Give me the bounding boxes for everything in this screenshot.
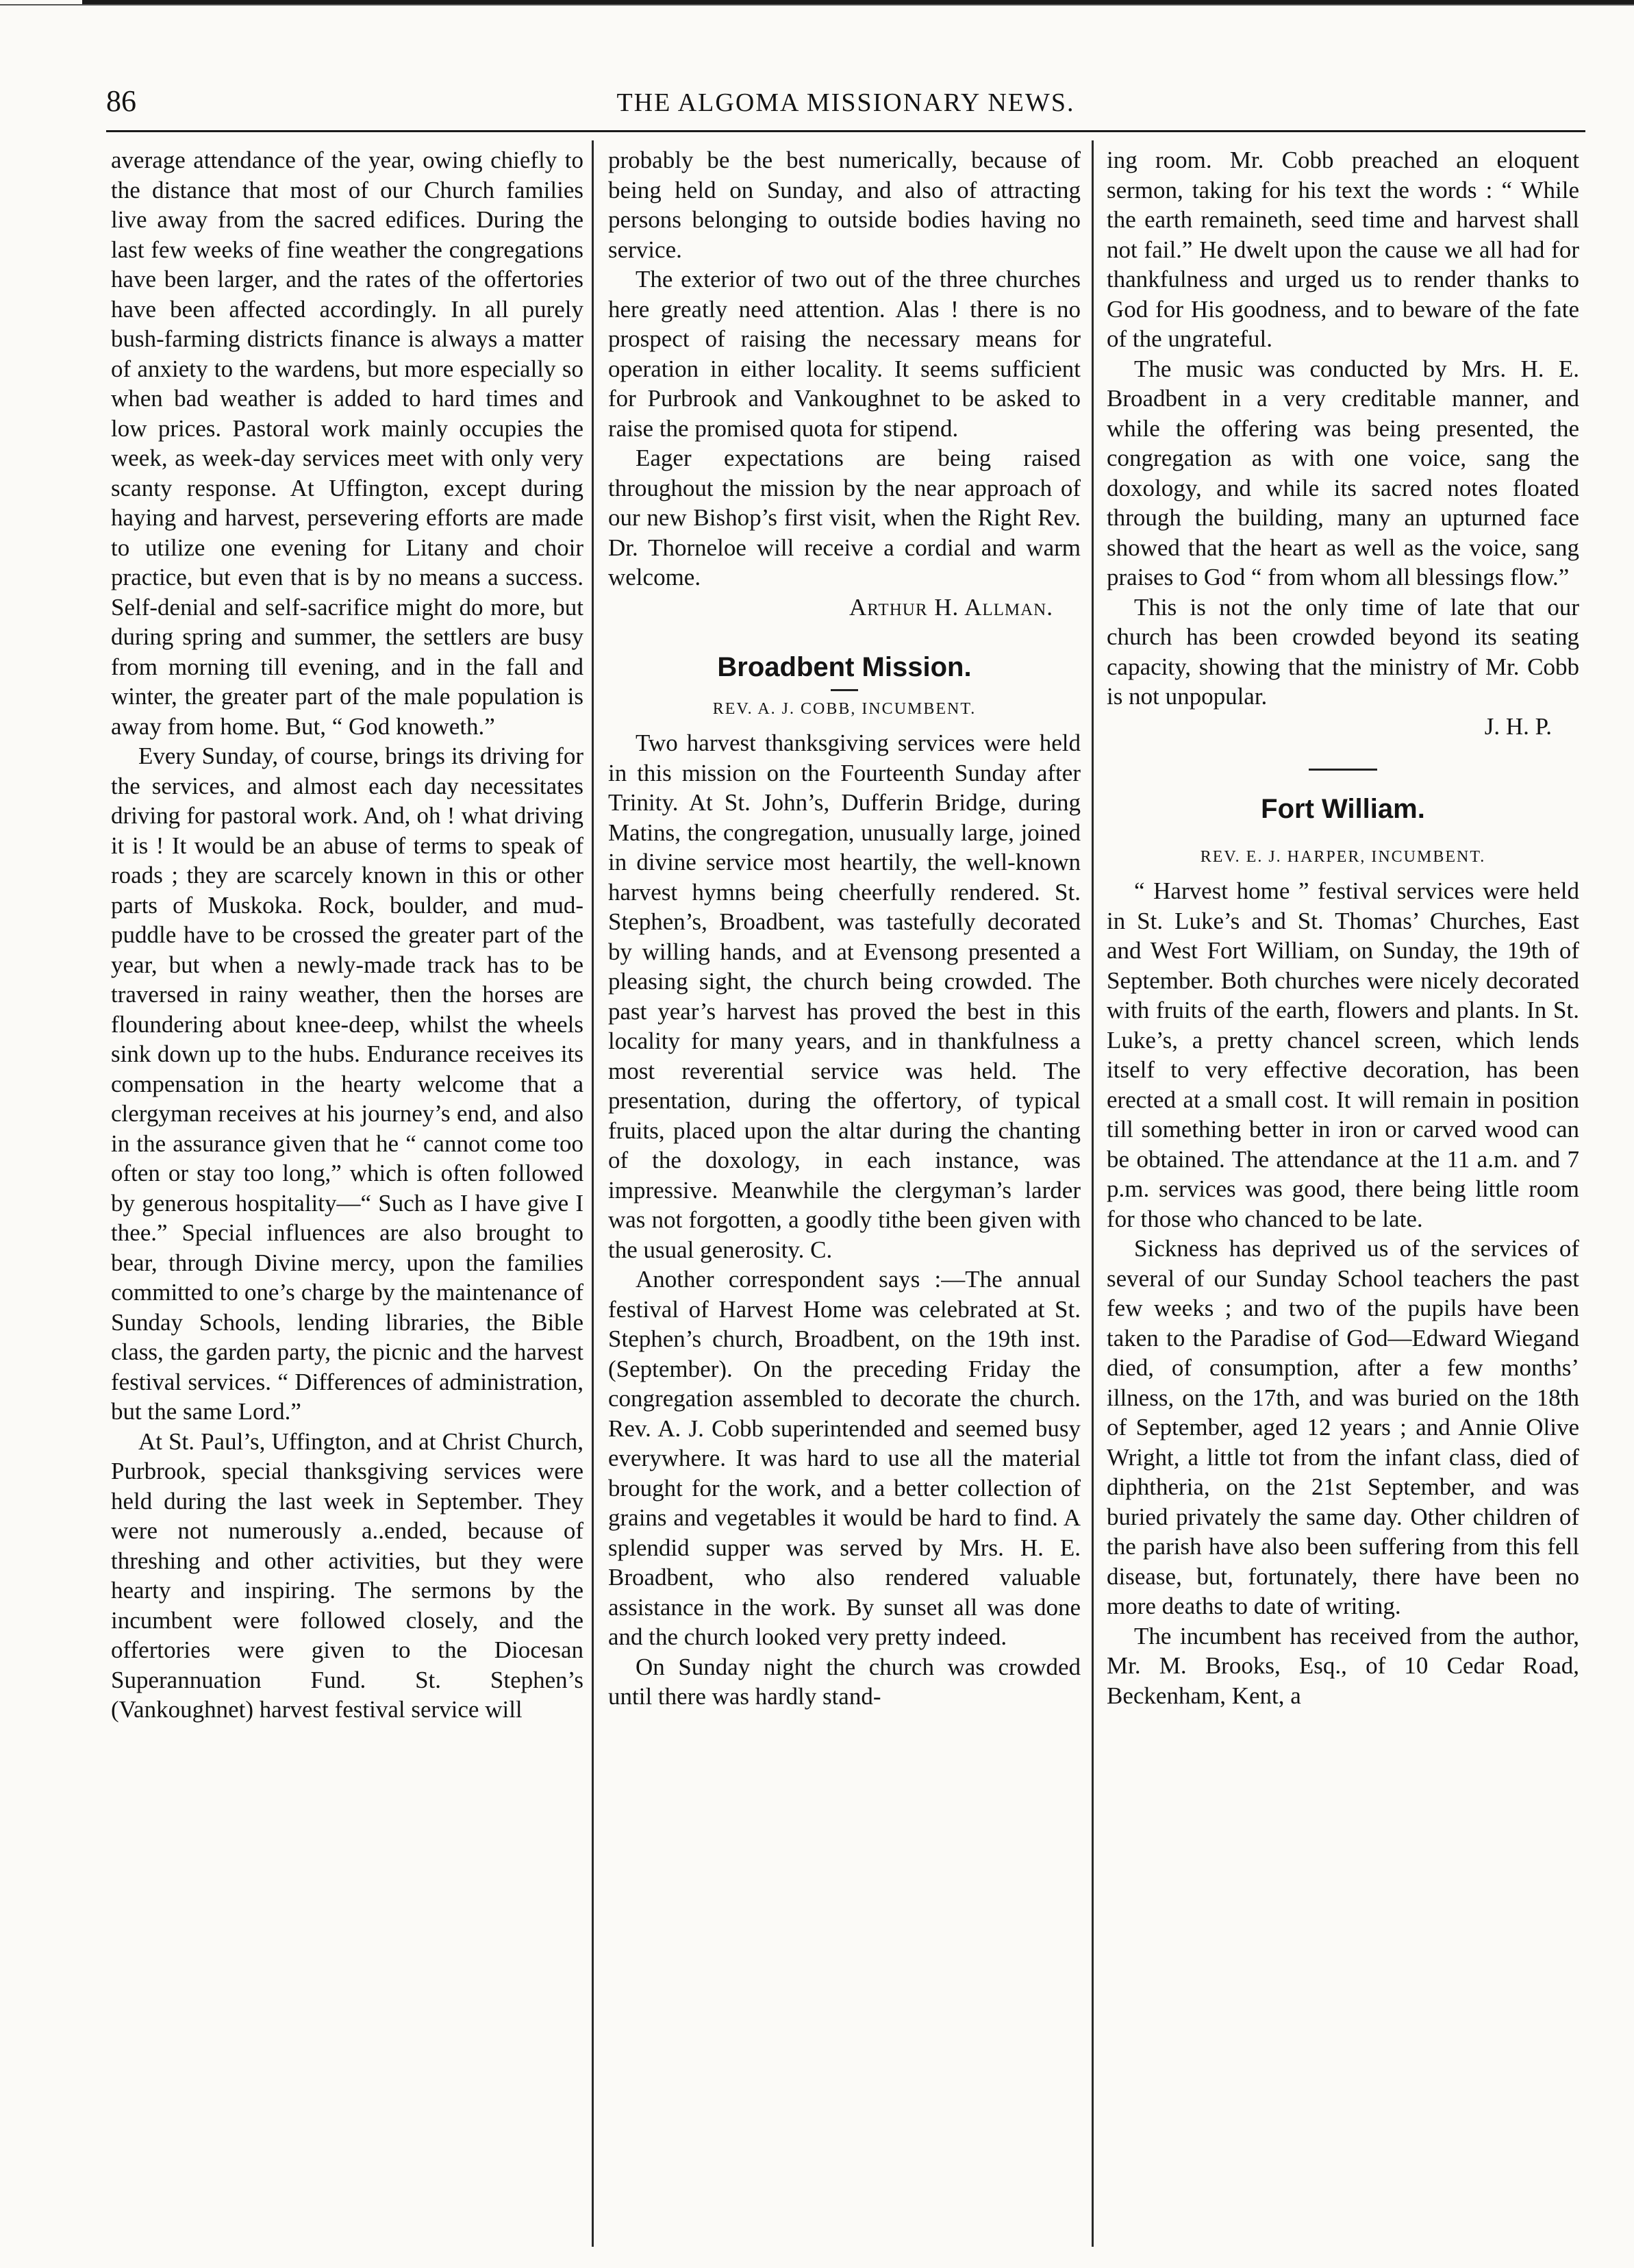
paragraph: average attendance of the year, owing chiefly to the distance that most of our Church families live away from the sacred edifices. During the last few weeks of fine weather the congregations have been larger, and the rates of the offertories have been affected accordingly. In all purely bush-farming districts finance is always a matter of anxiety to the wardens, but more especially so when bad weather is added to hard times and low prices. Pastoral work mainly occupies the week, as week-day services meet with only very scanty response. At Uffington, except during haying and harvest, persevering efforts are made to utilize one evening for Litany and choir practice, but even that is by no means a success. Self-denial and self-sacrifice might do more, but during spring and summer, the settlers are busy from morning till evening, and in the fall and winter, the greater part of the male population is away from home. But, “ God knoweth.” [111,147,583,740]
page-header [106,81,1585,129]
paragraph: The incumbent has received from the author, Mr. M. Brooks, Esq., of 10 Cedar Road, Beckenham, Kent, a [1107,1622,1579,1709]
column-divider-2 [1092,140,1094,2247]
section-divider-rule [1309,769,1377,771]
column-divider-1 [592,140,594,2247]
paragraph: On Sunday night the church was crowded until there was hardly stand- [608,1653,1081,1710]
incumbent-line: REV. E. J. HARPER, INCUMBENT. [1200,848,1486,866]
paragraph: The exterior of two out of the three churches here greatly need attention. Alas ! there is no prospect of raising the necessary means for operation in either locality. It seems sufficient for Purbrook and Vankoughnet to be asked to raise the promised quota for stipend. [608,266,1081,442]
author-signature: Arthur H. Allman. [849,593,1053,621]
running-title: THE ALGOMA MISSIONARY NEWS. [616,88,1075,117]
heading-rule [831,689,858,691]
header-rule [106,130,1585,132]
section-heading-broadbent: Broadbent Mission. [717,652,972,682]
paragraph: Sickness has deprived us of the services of several of our Sunday School teachers the past few weeks ; and two of the pupils have been taken to the Paradise of God—Edward Wiegand died, of consumption, after a few months’ illness, on the 17th, and was buried on the 18th of September, aged 12 years ; and Annie Olive Wright, a little tot from the infant class, died of diphtheria, on the 21st September, and was buried privately the same day. Other children of the parish have also been suffering from this fell disease, but, fortunately, there have been no more deaths to date of writing. [1107,1235,1579,1619]
incumbent-line: REV. A. J. COBB, INCUMBENT. [712,700,977,718]
section-heading-fort-william: Fort William. [1261,794,1425,824]
page-number: 86 [106,84,136,118]
paragraph: Two harvest thanksgiving services were held in this mission on the Fourteenth Sunday after Trinity. At St. John’s, Dufferin Bridge, during Matins, the congregation, unusually large, joined in divine service most heartily, the well-known harvest hymns being cheerfully rendered. St. Stephen’s, Broadbent, was tastefully decorated by willing hands, and at Evensong presented a pleasing sight, the church being crowded. The past year’s harvest has proved the best in this locality for many years, and in thankfulness a most reverential service was held. The presentation, during the offertory, of typical fruits, placed upon the altar during the chanting of the doxology, in each instance, was impressive. Meanwhile the clergyman’s larder was not forgotten, a goodly tithe been given with the usual generosity. C. [608,730,1081,1263]
paragraph: Every Sunday, of course, brings its driving for the services, and almost each day necessitates driving for pastoral work. And, oh ! what driving it is ! It would be an abuse of terms to speak of roads ; they are scarcely known in this or other parts of Muskoka. Rock, boulder, and mud-puddle have to be crossed the greater part of the year, but when a newly-made track has to be traversed in rainy weather, then the horses are floundering about knee-deep, whilst the wheels sink down up to the hubs. Endurance receives its compensation in the hearty welcome that a clergyman receives at his journey’s end, and also in the assurance given that he “ cannot come too often or stay too long,” which is often followed by generous hospitality—“ Such as I have give I thee.” Special influences are also brought to bear, through Divine mercy, upon the families committed to one’s charge by the maintenance of Sunday Schools, lending libraries, the Bible class, the garden party, the picnic and the harvest festival services. “ Differences of administration, but the same Lord.” [111,743,583,1425]
paragraph: “ Harvest home ” festival services were held in St. Luke’s and St. Thomas’ Churches, East and West Fort William, on Sunday, the 19th of September. Both churches were nicely decorated with fruits of the earth, flowers and plants. In St. Luke’s, a pretty chancel screen, which lends itself to very effective decoration, has been erected at a small cost. It will remain in position till something better in iron or carved wood can be obtained. The attendance at the 11 a.m. and 7 p.m. services was good, there being little room for those who chanced to be late. [1107,877,1579,1232]
paragraph: Another correspondent says :—The annual festival of Harvest Home was celebrated at St. Stephen’s church, Broadbent, on the 19th inst. (September). On the preceding Friday the congregation assembled to decorate the church. Rev. A. J. Cobb superintended and seemed busy everywhere. It was hard to use all the material brought for the work, and a better collection of grains and vegetables it would be hard to find. A splendid supper was served by Mrs. H. E. Broadbent, who also rendered valuable assistance in the work. By sunset all was done and the church looked very pretty indeed. [608,1266,1081,1650]
paragraph: ing room. Mr. Cobb preached an eloquent sermon, taking for his text the words : “ While the earth remaineth, seed time and harvest shall not fail.” He dwelt upon the cause we all had for thankfulness and urged us to render thanks to God for His goodness, and to beware of the fate of the ungrateful. [1107,147,1579,352]
column-2 [608,145,1081,2248]
paragraph: Eager expectations are being raised throughout the mission by the near approach of our new Bishop’s first visit, when the Right Rev. Dr. Thorneloe will receive a cordial and warm welcome. [608,445,1081,590]
author-signature: J. H. P. [1484,712,1552,740]
paragraph: probably be the best numerically, because of being held on Sunday, and also of attracting persons belonging to outside bodies having no service. [608,147,1081,263]
paragraph: This is not the only time of late that our church has been crowded beyond its seating capacity, showing that the ministry of Mr. Cobb is not unpopular. [1107,593,1579,710]
paragraph: The music was conducted by Mrs. H. E. Broadbent in a very creditable manner, and while the offering was being presented, the congregation as with one voice, sang the doxology, and while its sacred notes floated through the building, many an upturned face showed that the heart as well as the voice, sang praises to God “ from whom all blessings flow.” [1107,355,1579,590]
top-border-rule-thin [0,4,1634,5]
paragraph: At St. Paul’s, Uffington, and at Christ Church, Purbrook, special thanksgiving services were held during the last week in September. They were not numerously a..ended, because of threshing and other activities, but they were hearty and inspiring. The sermons by the incumbent were followed closely, and the offertories were given to the Diocesan Superannuation Fund. St. Stephen’s (Vankoughnet) harvest festival service will [111,1428,583,1723]
column-3 [1107,145,1579,2248]
column-1 [111,145,583,2248]
